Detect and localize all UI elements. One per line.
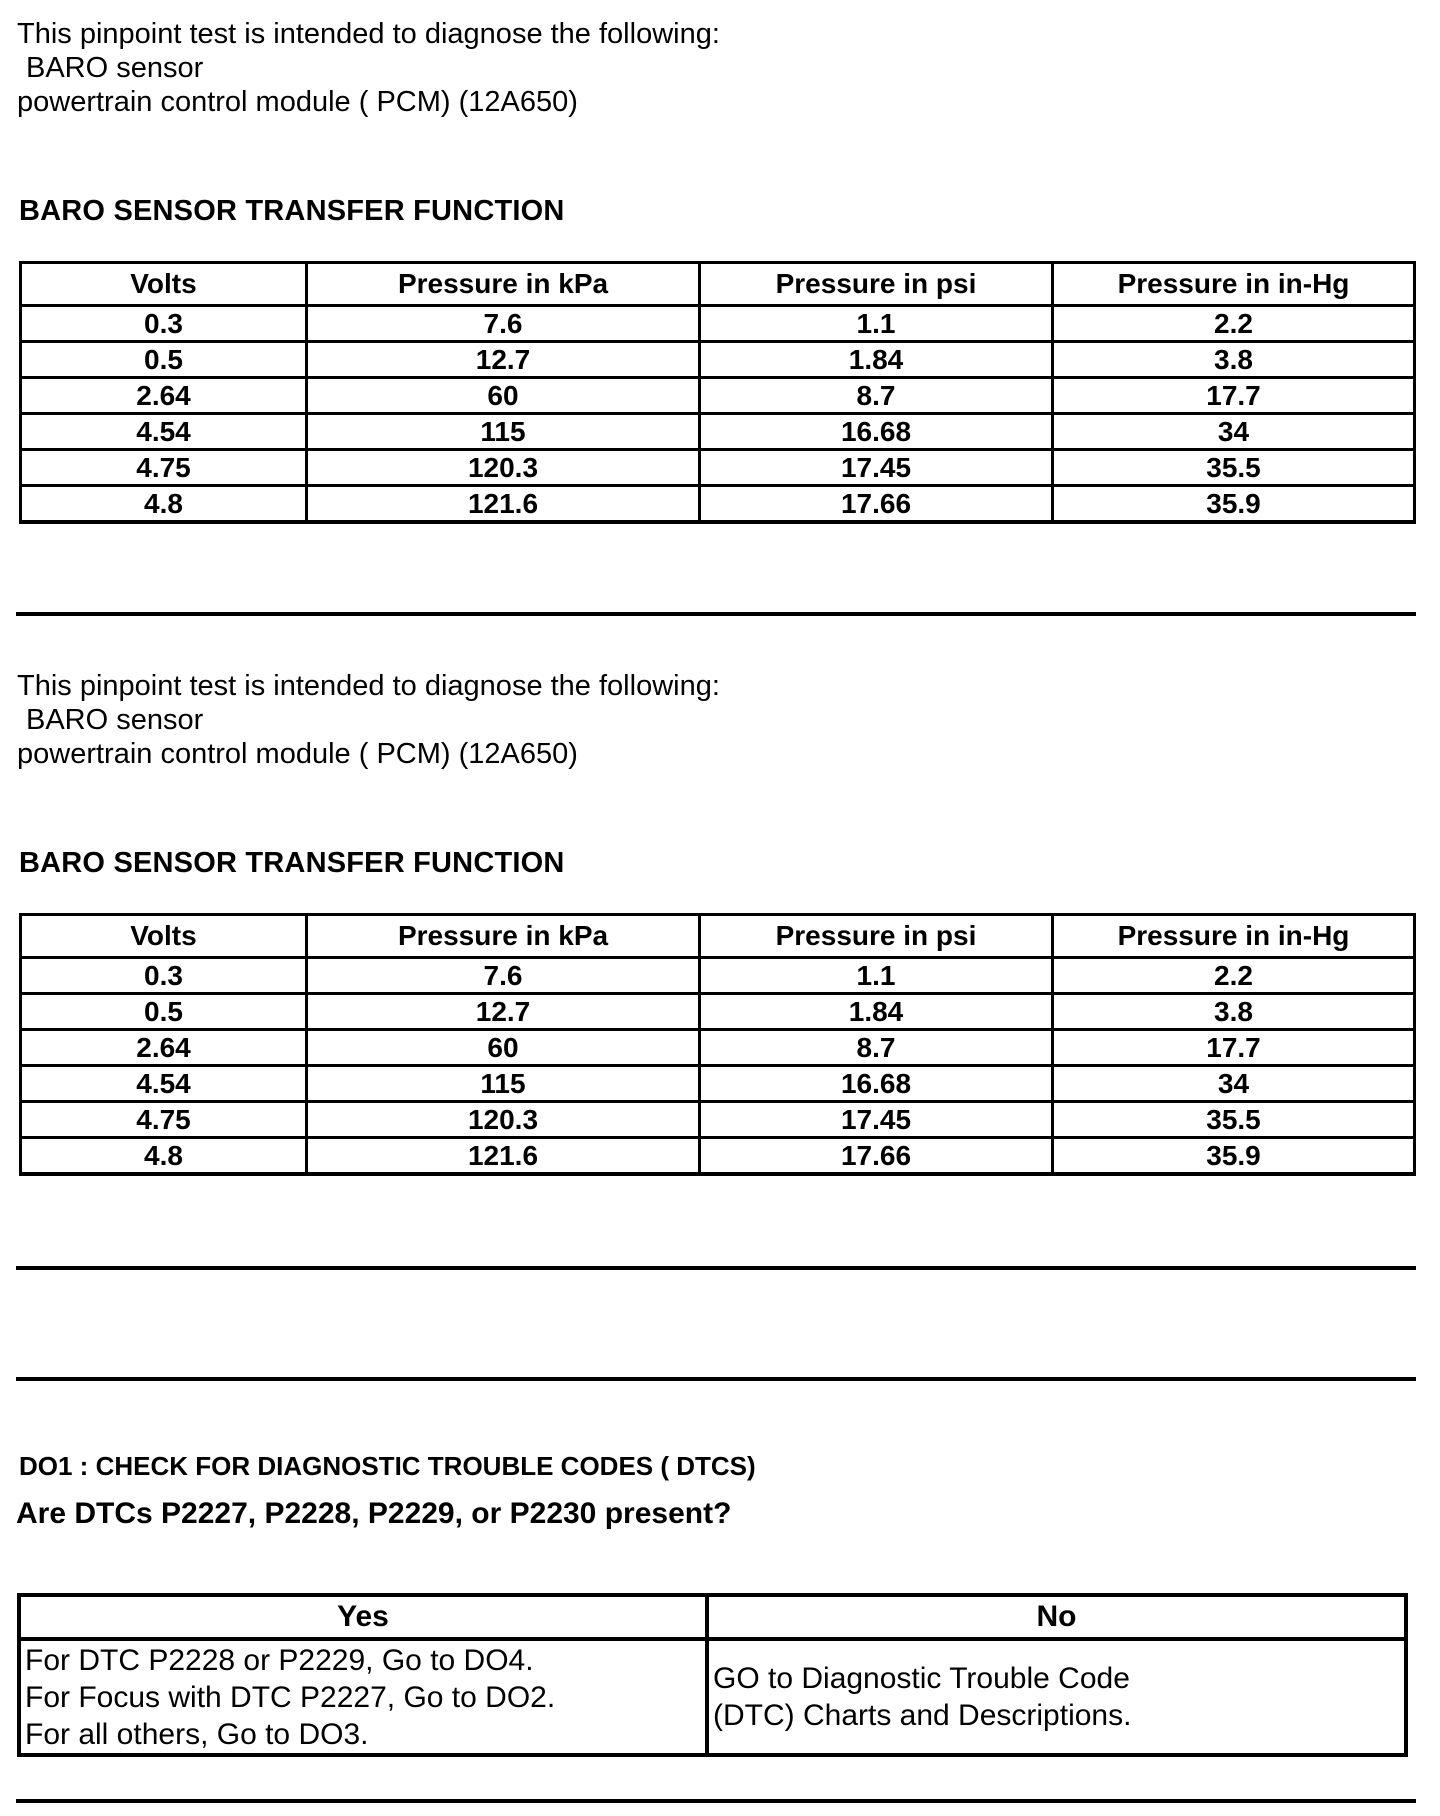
col-header-inhg: Pressure in in-Hg <box>1053 915 1415 958</box>
transfer-function-heading-2: BARO SENSOR TRANSFER FUNCTION <box>19 847 565 879</box>
cell: 115 <box>307 1066 700 1102</box>
cell: 17.66 <box>700 1138 1053 1175</box>
cell: 16.68 <box>700 414 1053 450</box>
table-row <box>21 1138 1415 1175</box>
transfer-function-heading-1: BARO SENSOR TRANSFER FUNCTION <box>19 195 565 227</box>
cell: 7.6 <box>307 306 700 342</box>
intro-block-1 <box>17 17 720 119</box>
transfer-function-table-2 <box>19 913 1416 1176</box>
cell: 35.5 <box>1053 1102 1415 1138</box>
cell: 8.7 <box>700 1030 1053 1066</box>
yes-no-table <box>17 1593 1408 1757</box>
col-header-volts: Volts <box>21 915 307 958</box>
cell: 1.1 <box>700 958 1053 994</box>
cell: 0.5 <box>21 342 307 378</box>
table-row <box>21 414 1415 450</box>
cell: 0.3 <box>21 306 307 342</box>
table-header-row <box>21 263 1415 306</box>
cell: 2.64 <box>21 378 307 414</box>
no-instructions <box>707 1639 1406 1755</box>
cell: 3.8 <box>1053 342 1415 378</box>
cell: 12.7 <box>307 342 700 378</box>
intro-item-baro: BARO sensor <box>26 52 204 84</box>
cell: 120.3 <box>307 450 700 486</box>
cell: 115 <box>307 414 700 450</box>
no-header: No <box>707 1595 1406 1639</box>
cell: 2.64 <box>21 1030 307 1066</box>
table-row <box>21 450 1415 486</box>
cell: 3.8 <box>1053 994 1415 1030</box>
cell: 4.8 <box>21 1138 307 1175</box>
cell: 0.3 <box>21 958 307 994</box>
cell: 1.1 <box>700 306 1053 342</box>
cell: 121.6 <box>307 1138 700 1175</box>
cell: 60 <box>307 378 700 414</box>
yes-line: For Focus with DTC P2227, Go to DO2. <box>25 1680 556 1714</box>
cell: 2.2 <box>1053 306 1415 342</box>
cell: 17.66 <box>700 486 1053 523</box>
col-header-psi: Pressure in psi <box>700 915 1053 958</box>
cell: 4.54 <box>21 1066 307 1102</box>
cell: 35.9 <box>1053 486 1415 523</box>
cell: 4.75 <box>21 450 307 486</box>
table-row <box>21 486 1415 523</box>
table-row <box>21 958 1415 994</box>
yes-line: For DTC P2228 or P2229, Go to DO4. <box>25 1643 534 1677</box>
cell: 34 <box>1053 1066 1415 1102</box>
no-line: (DTC) Charts and Descriptions. <box>713 1699 1132 1732</box>
col-header-volts: Volts <box>21 263 307 306</box>
cell: 1.84 <box>700 994 1053 1030</box>
section-divider <box>16 612 1416 616</box>
intro-item-pcm: powertrain control module ( PCM) (12A650) <box>17 738 578 770</box>
intro-item-baro: BARO sensor <box>26 704 204 736</box>
table-row <box>21 1030 1415 1066</box>
yes-header: Yes <box>19 1595 707 1639</box>
yes-no-row <box>19 1639 1406 1755</box>
transfer-function-table-1 <box>19 261 1416 524</box>
cell: 4.75 <box>21 1102 307 1138</box>
cell: 0.5 <box>21 994 307 1030</box>
cell: 4.54 <box>21 414 307 450</box>
col-header-inhg: Pressure in in-Hg <box>1053 263 1415 306</box>
cell: 121.6 <box>307 486 700 523</box>
cell: 17.7 <box>1053 378 1415 414</box>
table-row <box>21 1102 1415 1138</box>
table-row <box>21 994 1415 1030</box>
col-header-kpa: Pressure in kPa <box>307 915 700 958</box>
table-row <box>21 1066 1415 1102</box>
intro-block-2 <box>17 669 720 771</box>
section-divider <box>16 1266 1416 1270</box>
intro-lead: This pinpoint test is intended to diagnose the following: <box>17 18 720 50</box>
cell: 17.7 <box>1053 1030 1415 1066</box>
intro-lead: This pinpoint test is intended to diagnose the following: <box>17 670 720 702</box>
section-divider <box>16 1799 1416 1803</box>
cell: 12.7 <box>307 994 700 1030</box>
step-title: DO1 : CHECK FOR DIAGNOSTIC TROUBLE CODES ( DTCS) <box>19 1451 756 1481</box>
cell: 120.3 <box>307 1102 700 1138</box>
no-line: GO to Diagnostic Trouble Code <box>713 1662 1130 1695</box>
table-row <box>21 306 1415 342</box>
cell: 17.45 <box>700 1102 1053 1138</box>
table-row <box>21 342 1415 378</box>
cell: 35.5 <box>1053 450 1415 486</box>
cell: 2.2 <box>1053 958 1415 994</box>
col-header-kpa: Pressure in kPa <box>307 263 700 306</box>
cell: 16.68 <box>700 1066 1053 1102</box>
yes-instructions <box>19 1639 707 1755</box>
cell: 34 <box>1053 414 1415 450</box>
yes-line: For all others, Go to DO3. <box>25 1717 369 1751</box>
cell: 4.8 <box>21 486 307 523</box>
cell: 7.6 <box>307 958 700 994</box>
cell: 8.7 <box>700 378 1053 414</box>
cell: 17.45 <box>700 450 1053 486</box>
section-divider <box>16 1377 1416 1381</box>
cell: 60 <box>307 1030 700 1066</box>
cell: 1.84 <box>700 342 1053 378</box>
cell: 35.9 <box>1053 1138 1415 1175</box>
step-question: Are DTCs P2227, P2228, P2229, or P2230 present? <box>16 1497 732 1530</box>
table-header-row <box>21 915 1415 958</box>
intro-item-pcm: powertrain control module ( PCM) (12A650) <box>17 86 578 118</box>
table-row <box>21 378 1415 414</box>
yes-no-header-row <box>19 1595 1406 1639</box>
col-header-psi: Pressure in psi <box>700 263 1053 306</box>
